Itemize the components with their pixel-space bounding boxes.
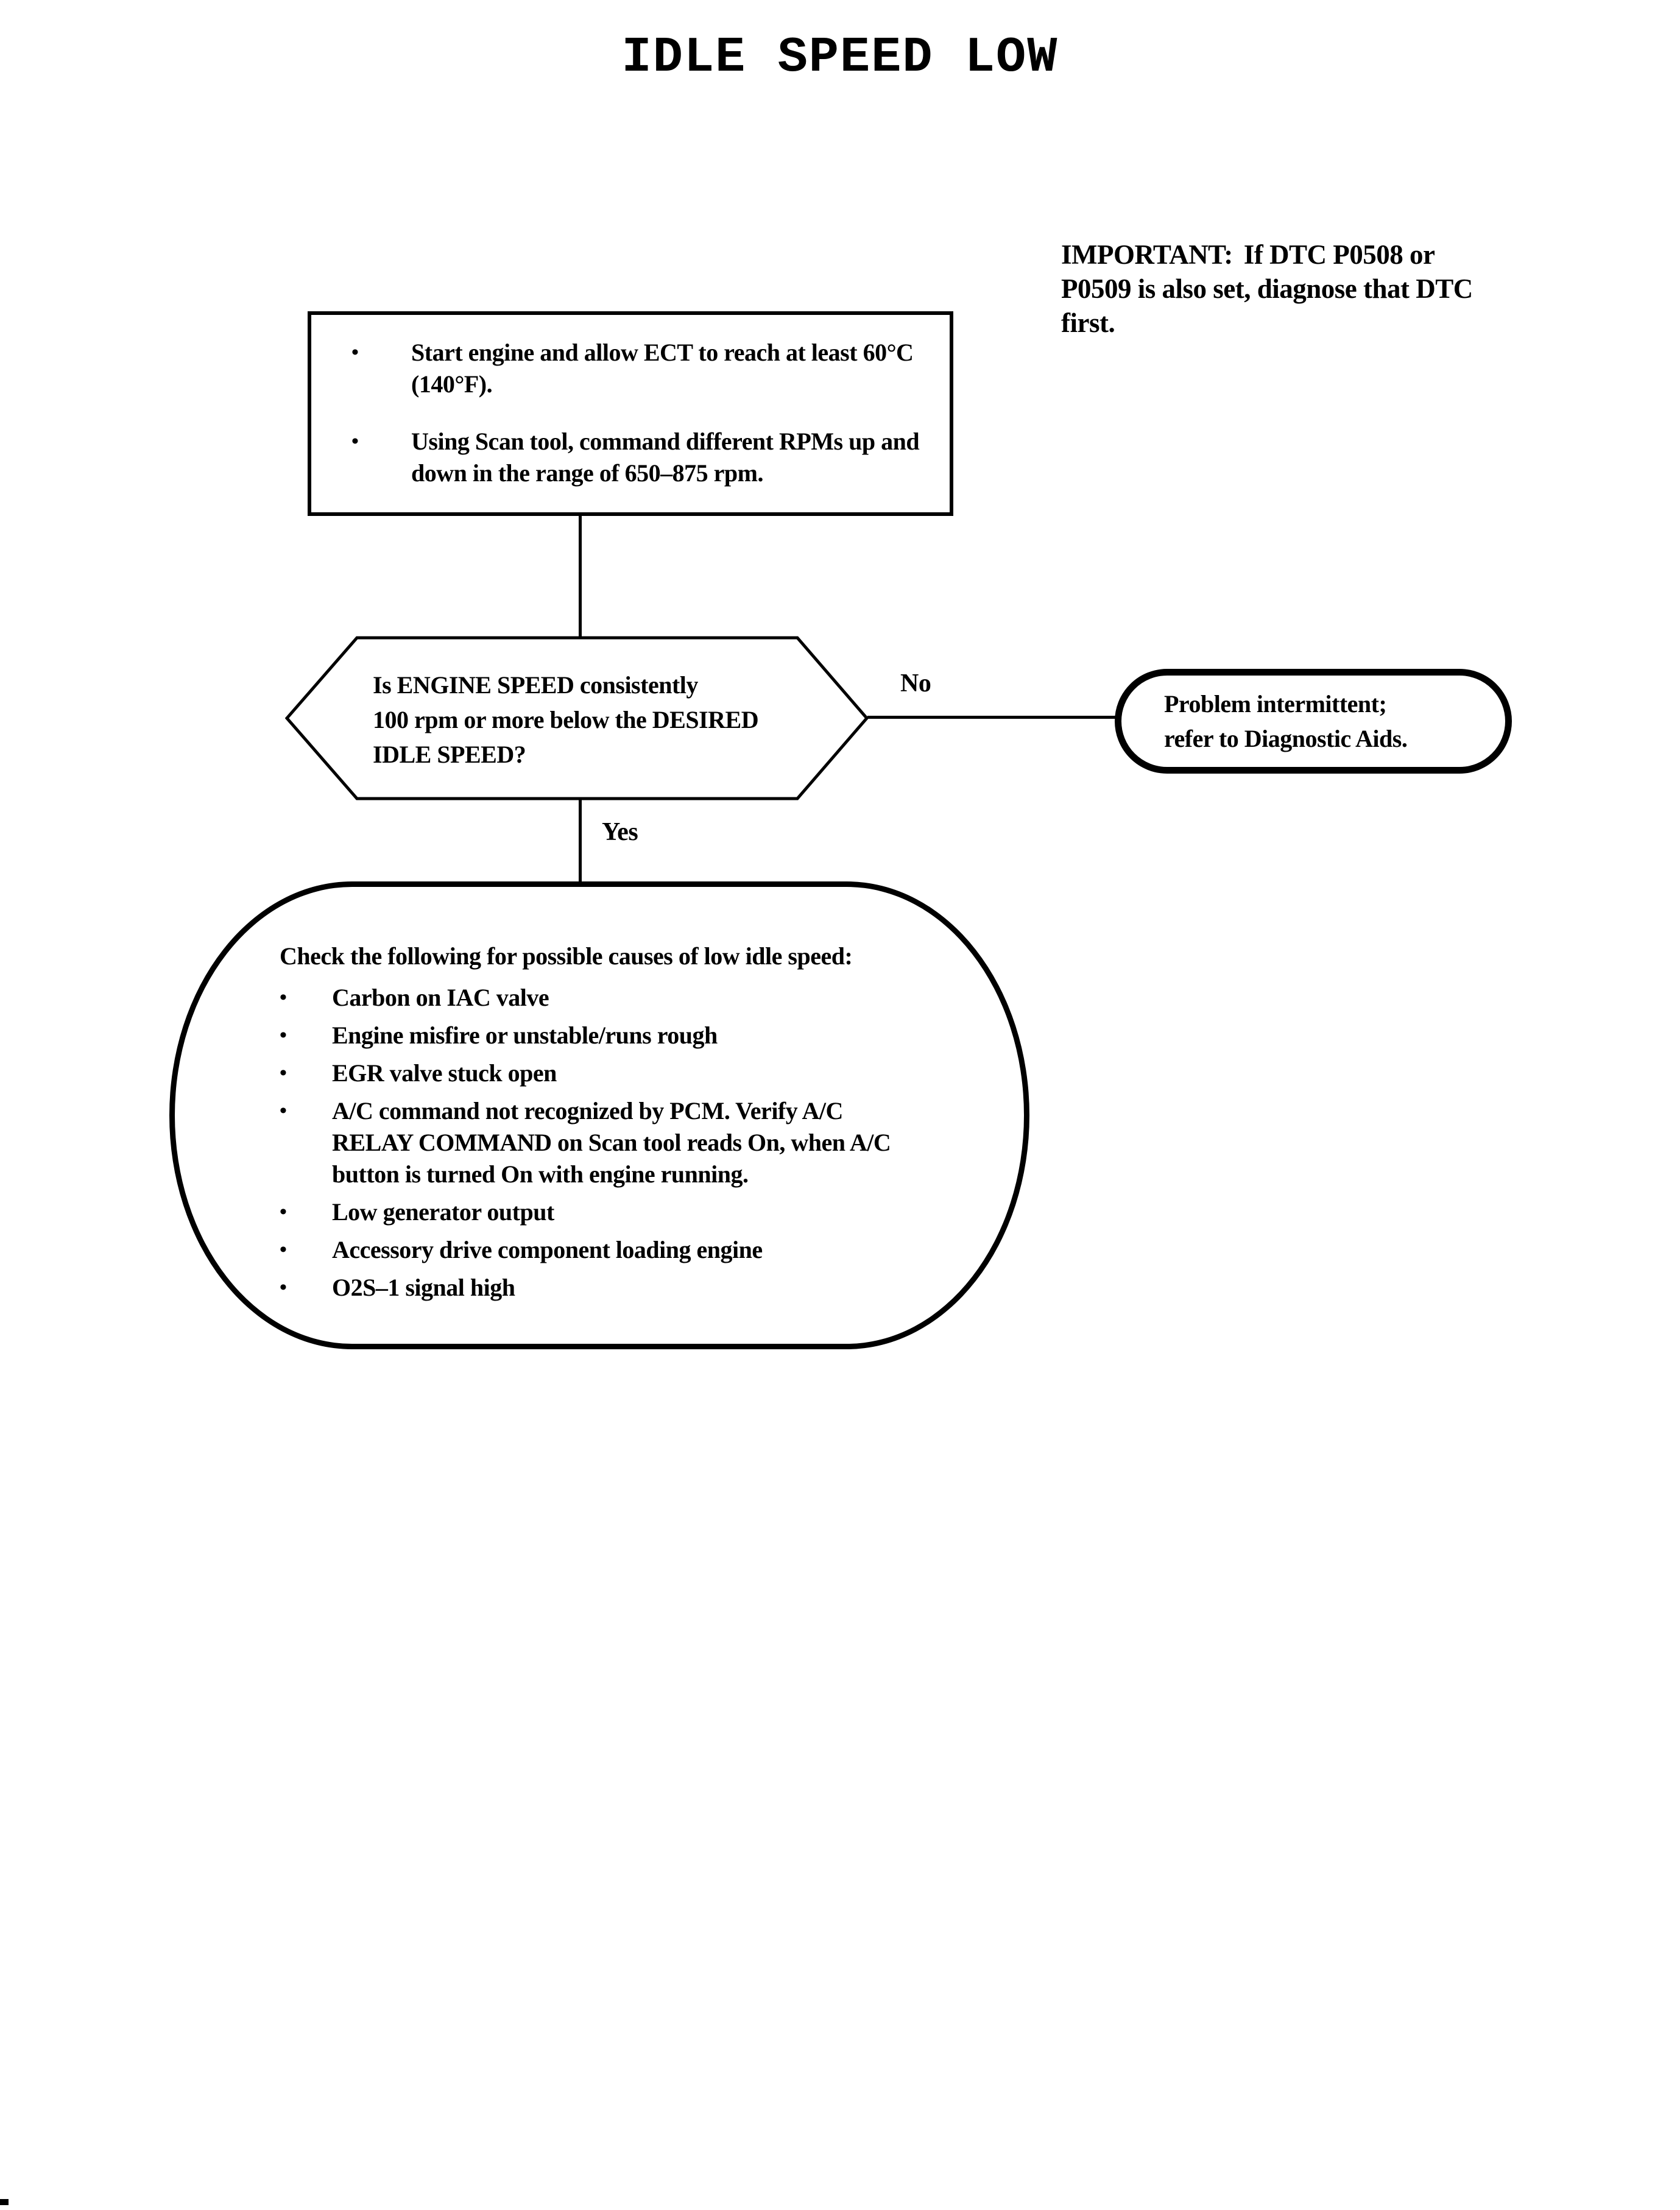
decision-text-line: Is ENGINE SPEED consistently <box>373 671 698 699</box>
list-item <box>280 1234 994 1266</box>
bullet-icon: • <box>280 1062 287 1084</box>
connector-decision-to-terminal <box>867 716 1116 719</box>
bullet-icon: • <box>280 986 287 1009</box>
list-item-text: Engine misfire or unstable/runs rough <box>332 1022 718 1049</box>
list-item <box>351 337 931 400</box>
connector-decision-to-causes <box>579 798 582 883</box>
list-item <box>280 982 994 1014</box>
no-edge-label: No <box>900 669 931 697</box>
list-item <box>280 1020 994 1051</box>
list-item-text: EGR valve stuck open <box>332 1059 557 1087</box>
terminal-text-line: Problem intermittent; <box>1164 690 1387 718</box>
bullet-icon: • <box>351 341 359 364</box>
important-note-text: If DTC P0508 or P0509 is also set, diagnose that DTC first. <box>1061 239 1473 338</box>
list-item <box>280 1272 994 1304</box>
list-item-text: Low generator output <box>332 1198 554 1226</box>
bullet-icon: • <box>280 1276 287 1299</box>
page-title: IDLE SPEED LOW <box>621 29 1059 86</box>
terminal-node-intermittent <box>1115 669 1512 774</box>
list-item-text: Using Scan tool, command different RPMs up and down in the range of 650–875 rpm. <box>411 428 920 487</box>
decision-text-line: 100 rpm or more below the DESIRED <box>373 706 759 733</box>
connector-box-to-decision <box>579 516 582 638</box>
list-item-text: Start engine and allow ECT to reach at least 60°C (140°F). <box>411 339 914 398</box>
important-note <box>1061 238 1495 340</box>
list-item <box>280 1095 994 1190</box>
yes-edge-label: Yes <box>602 818 638 846</box>
scan-artifact-dot <box>0 2199 9 2205</box>
list-item-text: Accessory drive component loading engine <box>332 1236 763 1263</box>
decision-text-line: IDLE SPEED? <box>373 741 526 768</box>
bullet-icon: • <box>280 1201 287 1223</box>
decision-hexagon <box>373 668 824 772</box>
bullet-icon: • <box>351 430 359 453</box>
bullet-icon: • <box>280 1024 287 1047</box>
start-box-list <box>311 315 950 489</box>
terminal-text-line: refer to Diagnostic Aids. <box>1164 725 1408 752</box>
important-note-label: IMPORTANT: <box>1061 239 1233 270</box>
list-item <box>280 1196 994 1228</box>
causes-list <box>280 982 994 1304</box>
list-item-text: A/C command not recognized by PCM. Verify A/C RELAY COMMAND on Scan tool reads On, when A/C button is turned On with engine running. <box>332 1097 891 1188</box>
causes-header: Check the following for possible causes of low idle speed: <box>280 942 853 970</box>
bullet-icon: • <box>280 1100 287 1122</box>
bullet-icon: • <box>280 1238 287 1261</box>
list-item-text: O2S–1 signal high <box>332 1274 515 1301</box>
causes-node <box>169 881 1029 1349</box>
list-item <box>280 1057 994 1089</box>
list-item <box>351 426 931 489</box>
start-box-node <box>308 311 953 516</box>
list-item-text: Carbon on IAC valve <box>332 984 549 1011</box>
